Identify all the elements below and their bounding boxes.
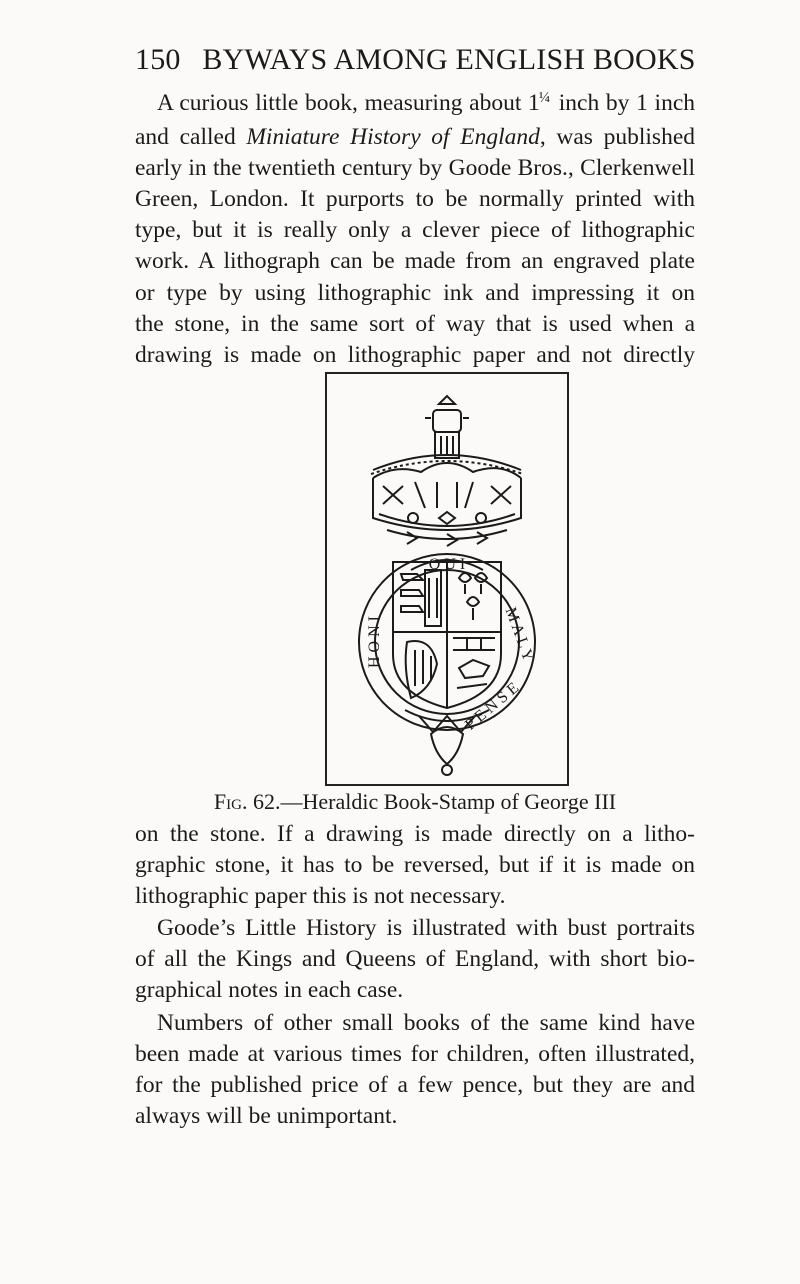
royal-coat-of-arms-icon [327, 374, 567, 784]
running-header [135, 42, 695, 78]
text-line: always will be unimportant. [135, 1103, 398, 1130]
text-line: early in the twentieth century by Goode Bros., Clerkenwell [135, 155, 695, 182]
text-line: of all the Kings and Queens of England, with short bio- [135, 946, 695, 973]
figure-caption [135, 788, 695, 816]
text-line: the stone, in the same sort of way that is used when a [135, 310, 695, 337]
paragraph-2 [135, 819, 695, 912]
figure-caption-text: —Heraldic Book-Stamp of George III [280, 789, 617, 814]
text-line: drawing is made on lithographic paper and not directly [135, 341, 695, 368]
paragraph-1 [135, 88, 695, 371]
running-title: BYWAYS AMONG ENGLISH BOOKS [202, 43, 696, 76]
svg-text:Q U I: Q U I [428, 556, 466, 573]
svg-text:H O N I: H O N I [366, 616, 383, 668]
text-line: or type by using lithographic ink and impressing it on [135, 279, 695, 306]
heraldic-book-stamp-figure [325, 372, 569, 786]
text-line: on the stone. If a drawing is made directly on a litho- [135, 821, 695, 847]
text-line: Numbers of other small books of the same kind have [157, 1010, 695, 1036]
page-number: 150 [135, 43, 181, 76]
text-line: work. A lithograph can be made from an engraved plate [135, 248, 695, 275]
svg-text:M A L Y: M A L Y [501, 605, 537, 664]
book-title: Miniature History of England [246, 124, 540, 151]
text-line: graphic stone, it has to be reversed, but if it is made on [135, 852, 695, 879]
paragraph-4 [135, 1008, 695, 1132]
text-line: A curious little book, measuring about $1^{\frac{1}{4}}$ inch by 1 inch [157, 90, 696, 116]
text-line: been made at various times for children, often illustrated, [135, 1041, 695, 1068]
text-line: lithographic paper this is not necessary. [135, 883, 506, 910]
svg-text:P E N S E: P E N S E [462, 679, 523, 734]
text-line: Green, London. It purports to be normally printed with [135, 186, 695, 213]
figure-label: Fig. 62. [213, 789, 281, 814]
text-line: for the published price of a few pence, but they are and [135, 1072, 695, 1099]
text-line: type, but it is really only a clever piece of lithographic [135, 217, 695, 244]
text-line: Goode’s Little History is illustrated with bust portraits [157, 915, 695, 941]
paragraph-3 [135, 913, 695, 1006]
text-line: graphical notes in each case. [135, 977, 404, 1004]
text-line: and called Miniature History of England, was published [135, 124, 696, 151]
